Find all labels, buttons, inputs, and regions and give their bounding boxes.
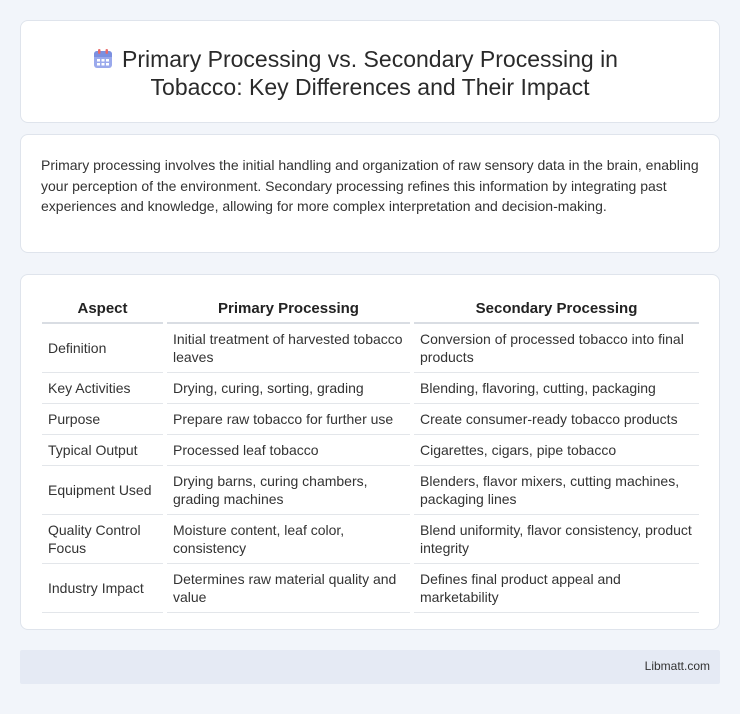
row-secondary: Conversion of processed tobacco into final products: [412, 323, 699, 372]
row-primary: Prepare raw tobacco for further use: [165, 403, 412, 434]
row-aspect: Key Activities: [42, 372, 165, 403]
row-secondary: Blending, flavoring, cutting, packaging: [412, 372, 699, 403]
table-row: [42, 465, 699, 514]
table-row: [42, 323, 699, 372]
row-secondary: Blenders, flavor mixers, cutting machines, packaging lines: [412, 465, 699, 514]
table-row: [42, 434, 699, 465]
row-aspect: Typical Output: [42, 434, 165, 465]
row-aspect: Quality Control Focus: [42, 514, 165, 563]
summary-text: Primary processing involves the initial handling and organization of raw sensory data in the brain, enabling your perception of the environment. Secondary processing refines this information by integrating past experiences and knowledge, allowing for more complex interpretation and decision-making.: [41, 157, 699, 214]
row-aspect: Equipment Used: [42, 465, 165, 514]
row-aspect: Purpose: [42, 403, 165, 434]
column-header-secondary: Secondary Processing: [412, 295, 699, 323]
column-header-aspect: Aspect: [42, 295, 165, 323]
column-header-primary: Primary Processing: [165, 295, 412, 323]
summary-card: [20, 134, 720, 253]
row-secondary: Blend uniformity, flavor consistency, product integrity: [412, 514, 699, 563]
table-header-row: [42, 295, 699, 323]
row-primary: Moisture content, leaf color, consistency: [165, 514, 412, 563]
row-primary: Drying, curing, sorting, grading: [165, 372, 412, 403]
table-row: [42, 514, 699, 563]
table-row: [42, 372, 699, 403]
row-secondary: Cigarettes, cigars, pipe tobacco: [412, 434, 699, 465]
row-primary: Drying barns, curing chambers, grading machines: [165, 465, 412, 514]
table-row: [42, 563, 699, 612]
row-aspect: Definition: [42, 323, 165, 372]
comparison-card: [20, 274, 720, 630]
footer-brand: Libmatt.com: [644, 659, 710, 673]
page-title: Primary Processing vs. Secondary Processing in Tobacco: Key Differences and Their Impact: [122, 46, 618, 100]
row-primary: Determines raw material quality and value: [165, 563, 412, 612]
comparison-table: [42, 295, 699, 613]
table-row: [42, 403, 699, 434]
row-primary: Initial treatment of harvested tobacco leaves: [165, 323, 412, 372]
row-secondary: Create consumer-ready tobacco products: [412, 403, 699, 434]
footer: [20, 650, 720, 684]
title-card: [20, 20, 720, 123]
row-secondary: Defines final product appeal and marketability: [412, 563, 699, 612]
row-primary: Processed leaf tobacco: [165, 434, 412, 465]
row-aspect: Industry Impact: [42, 563, 165, 612]
